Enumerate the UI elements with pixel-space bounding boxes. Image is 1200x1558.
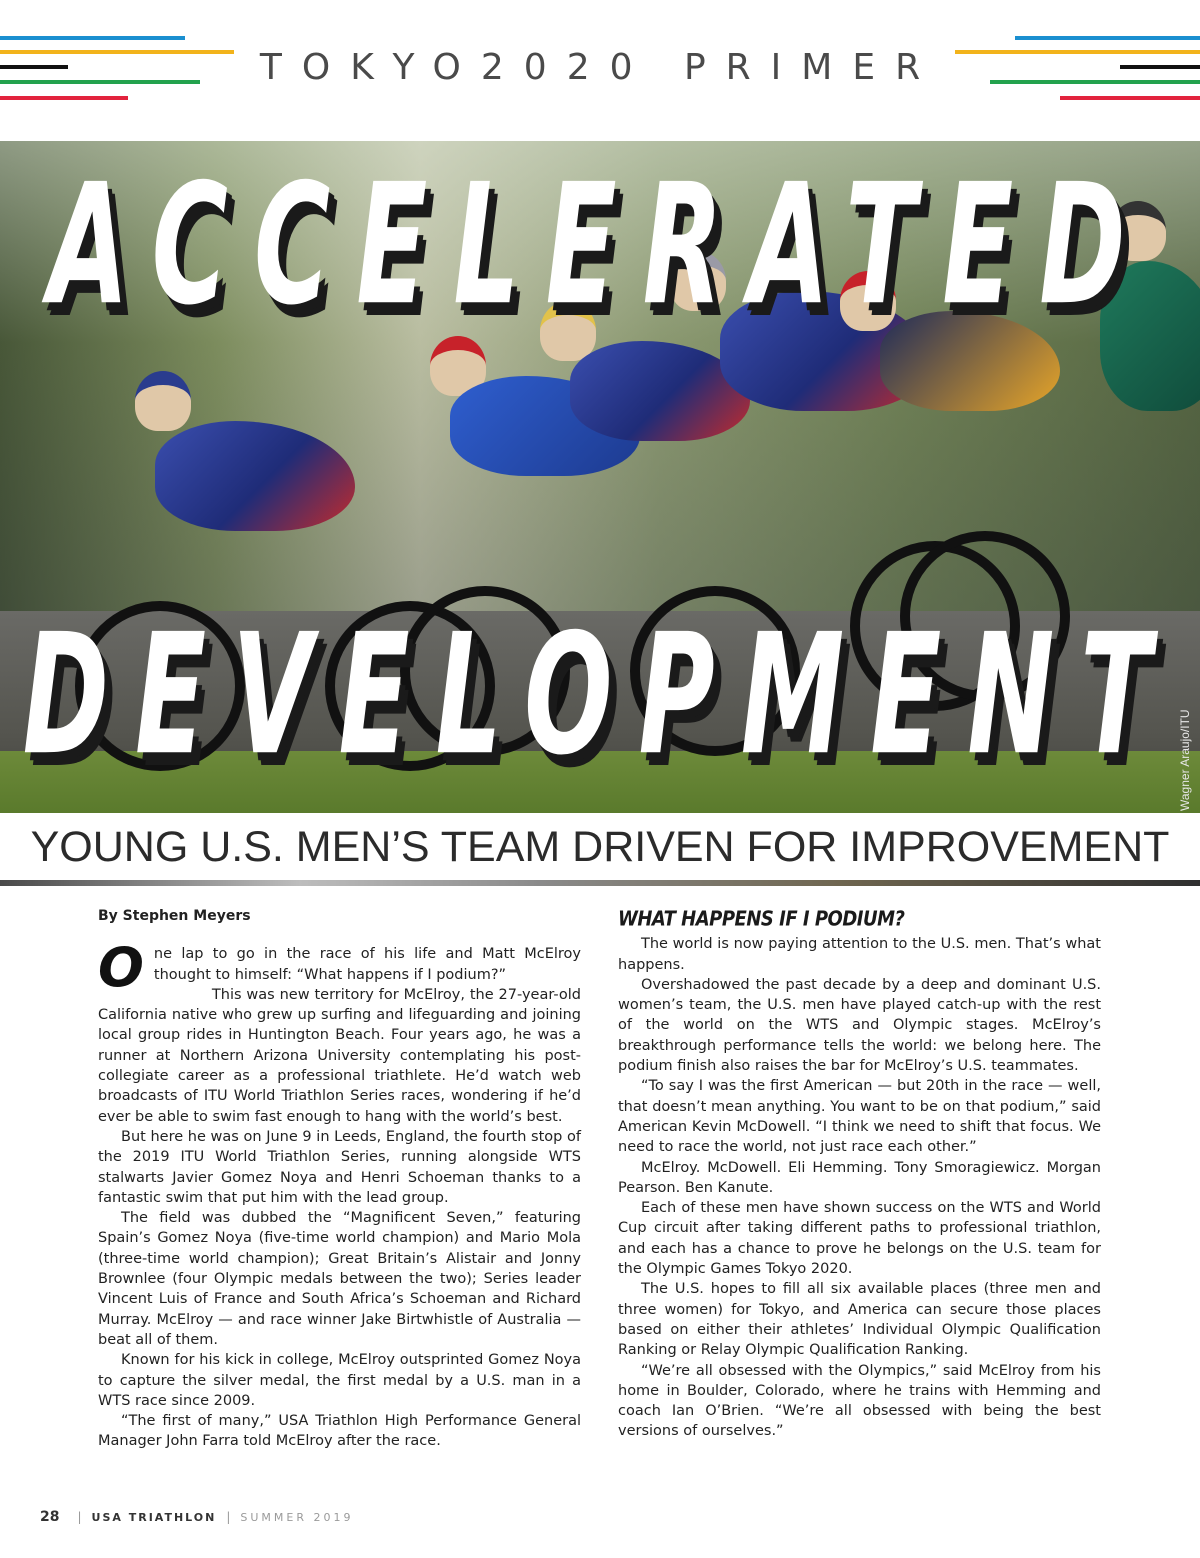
stripe-green-right — [990, 80, 1200, 84]
stripe-blue-right — [1015, 36, 1200, 40]
stripe-black-right — [1120, 65, 1200, 69]
stripe-blue-left — [0, 36, 185, 40]
section-subhead: WHAT HAPPENS IF I PODIUM? — [618, 906, 905, 931]
drop-cap: O — [98, 936, 144, 1000]
article-paragraph — [98, 936, 581, 1000]
section-divider — [0, 880, 1200, 886]
article-column-left — [98, 906, 581, 1452]
headline-line-1: ACCELERATED — [48, 147, 1152, 343]
photo-credit: Wagner Araujo/ITU — [1178, 709, 1192, 811]
footer-separator: | — [226, 1510, 231, 1524]
article-paragraph: Each of these men have shown success on the WTS and World Cup circuit after taking different paths to professional triathlon, and each has a chance to prove he belongs on the U.S. team for the Olympic Games Tokyo 2020. — [618, 1200, 1101, 1278]
byline: By Stephen Meyers — [98, 908, 251, 924]
article-paragraph: The U.S. hopes to fill all six available places (three men and three women) for Tokyo, and America can secure those places based on either their athletes’ Individual Olympic Qualification Ranking or Relay Olympic Qualification Ranking. — [618, 1281, 1101, 1359]
article-paragraph: The world is now paying attention to the U.S. men. That’s what happens. — [618, 936, 1101, 973]
stripe-green-left — [0, 80, 200, 84]
article-column-right — [618, 908, 1101, 1442]
article-paragraph: The field was dubbed the “Magnificent Seven,” featuring Spain’s Gomez Noya (five-time world champion) and Mario Mola (three-time world champion); Great Britain’s Alistair and Jonny Brownlee (four Olympic medals between the two); Series leader Vincent Luis of France and South Africa’s Schoeman and Richard Murray. McElroy — and race winner Jake Birtwhistle of Australia — beat all of them. — [98, 1210, 581, 1348]
article-paragraph: McElroy. McDowell. Eli Hemming. Tony Smoragiewicz. Morgan Pearson. Ben Kanute. — [618, 1159, 1101, 1196]
article-subtitle: YOUNG U.S. MEN’S TEAM DRIVEN FOR IMPROVEMENT — [30, 823, 1170, 871]
article-paragraph: “We’re all obsessed with the Olympics,” said McElroy from his home in Boulder, Colorado, where he trains with Hemming and coach Ian O’Brien. “We’re all obsessed with being the best versions of ourselves.” — [618, 1362, 1101, 1440]
paragraph-text: ne lap to go in the race of his life and Matt McElroy thought to himself: “What happens if I podium?” — [153, 946, 581, 983]
headline-line-2: DEVELOPMENT — [22, 597, 1178, 793]
stripe-red-left — [0, 96, 128, 100]
article-paragraph: “To say I was the first American — but 20th in the race — well, that doesn’t mean anything. You want to be on that podium,” said American Kevin McDowell. “I think we need to shift that focus. We need to race the world, not just race each other.” — [618, 1078, 1101, 1156]
page-number: 28 — [40, 1509, 60, 1525]
article-paragraph: This was new territory for McElroy, the 27-year-old California native who grew up surfing and lifeguarding and joining local group rides in Huntington Beach. Four years ago, he was a runner at Northern Arizona University contemplating his post-collegiate career as a professional triathlete. He’d watch web broadcasts of ITU World Triathlon Series races, wondering if he’d ever be able to swim fast enough to hang with the world’s best. — [98, 986, 581, 1125]
cyclist-body — [155, 421, 355, 531]
article-paragraph: Overshadowed the past decade by a deep and dominant U.S. women’s team, the U.S. men have played catch-up with the rest of the world on the WTS and Olympic stages. McElroy’s breakthrough performance tells the world: we belong here. The podium finish also raises the bar for McElroy’s U.S. teammates. — [618, 976, 1101, 1075]
stripe-yellow-right — [955, 50, 1200, 54]
stripe-black-left — [0, 65, 68, 69]
issue-date: SUMMER 2019 — [240, 1511, 354, 1524]
section-kicker: TOKYO2020 PRIMER — [259, 47, 941, 88]
footer-separator: | — [77, 1510, 82, 1524]
page-footer — [40, 1508, 354, 1526]
article-paragraph: But here he was on June 9 in Leeds, England, the fourth stop of the 2019 ITU World Triathlon Series, running alongside WTS stalwarts Javier Gomez Noya and Henri Schoeman thanks to a fantastic swim that put him with the lead group. — [98, 1128, 581, 1206]
article-paragraph: Known for his kick in college, McElroy outsprinted Gomez Noya to capture the silver medal, the first medal by a U.S. man in a WTS race since 2009. — [98, 1352, 581, 1409]
stripe-yellow-left — [0, 50, 234, 54]
stripe-red-right — [1060, 96, 1200, 100]
article-paragraph: “The first of many,” USA Triathlon High Performance General Manager John Farra told McElroy after the race. — [98, 1413, 581, 1450]
hero-photo — [0, 141, 1200, 813]
cyclist-helmet — [135, 371, 191, 431]
magazine-name: USA TRIATHLON — [91, 1511, 217, 1524]
